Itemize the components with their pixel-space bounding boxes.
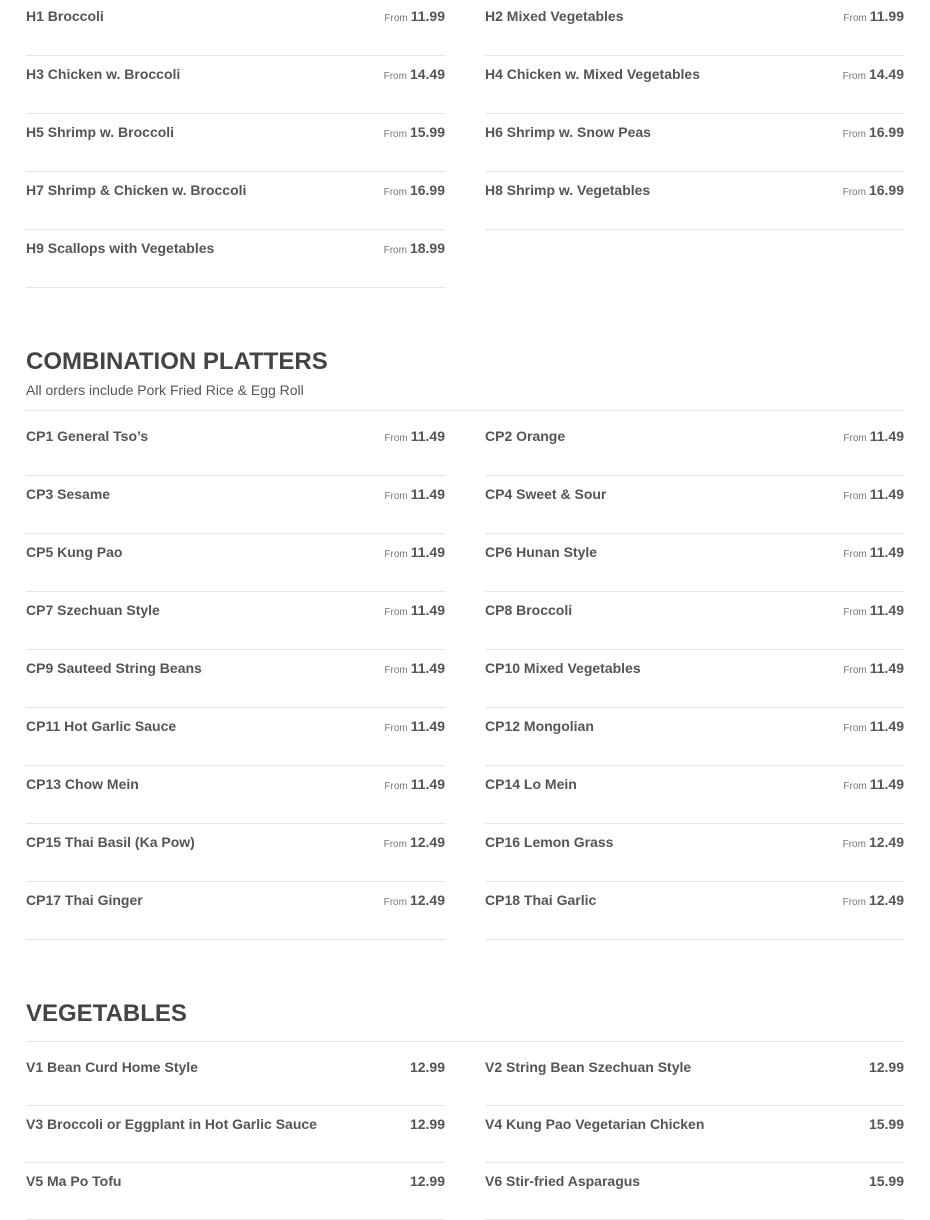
- from-label: From: [383, 245, 407, 256]
- item-price: 11.49: [410, 776, 445, 792]
- from-label: From: [384, 13, 408, 24]
- from-label: From: [383, 839, 407, 850]
- item-name: H2 Mixed Vegetables: [485, 8, 624, 24]
- item-name: CP15 Thai Basil (Ka Pow): [26, 834, 195, 850]
- from-label: From: [843, 607, 867, 618]
- item-price: 11.49: [869, 486, 904, 502]
- item-price: 11.49: [410, 544, 445, 560]
- item-name: H8 Shrimp w. Vegetables: [485, 182, 651, 198]
- item-name: CP16 Lemon Grass: [485, 834, 614, 850]
- item-name: CP2 Orange: [485, 428, 566, 444]
- item-price: 12.99: [868, 1059, 904, 1075]
- menu-item[interactable]: [26, 230, 445, 288]
- item-name: CP1 General Tso’s: [26, 428, 149, 444]
- menu-item[interactable]: [485, 1163, 904, 1220]
- item-price: 16.99: [409, 182, 445, 198]
- from-label: From: [384, 723, 408, 734]
- from-label: From: [384, 433, 408, 444]
- item-price: 11.49: [869, 660, 904, 676]
- from-label: From: [383, 187, 407, 198]
- from-label: From: [843, 13, 867, 24]
- item-price: 15.99: [868, 1173, 904, 1189]
- item-price: 16.99: [868, 124, 904, 140]
- menu-item[interactable]: [26, 592, 445, 650]
- from-label: From: [842, 129, 866, 140]
- menu-item[interactable]: [485, 882, 904, 940]
- menu-item[interactable]: [26, 650, 445, 708]
- from-label: From: [842, 187, 866, 198]
- item-price: 11.99: [869, 8, 904, 24]
- item-name: CP10 Mixed Vegetables: [485, 660, 641, 676]
- item-name: V6 Stir-fried Asparagus: [485, 1173, 641, 1189]
- menu-grid-h: [26, 0, 904, 288]
- menu-item[interactable]: [26, 172, 445, 230]
- item-name: H9 Scallops with Vegetables: [26, 240, 215, 256]
- item-price: 11.49: [410, 660, 445, 676]
- item-price: 11.49: [869, 544, 904, 560]
- item-price: 12.99: [409, 1059, 445, 1075]
- item-price: 12.99: [409, 1173, 445, 1189]
- from-label: From: [384, 607, 408, 618]
- item-price: 12.49: [868, 892, 904, 908]
- item-price: 11.49: [869, 776, 904, 792]
- from-label: From: [383, 71, 407, 82]
- item-name: CP18 Thai Garlic: [485, 892, 597, 908]
- item-price: 12.99: [409, 1116, 445, 1132]
- section-combination-platters: [26, 348, 904, 411]
- section-title: VEGETABLES: [26, 1000, 187, 1027]
- from-label: From: [842, 71, 866, 82]
- item-price: 15.99: [409, 124, 445, 140]
- item-name: CP9 Sauteed String Beans: [26, 660, 202, 676]
- item-price: 18.99: [409, 240, 445, 256]
- menu-item[interactable]: [26, 534, 445, 592]
- item-name: CP12 Mongolian: [485, 718, 594, 734]
- item-name: CP13 Chow Mein: [26, 776, 139, 792]
- menu-item[interactable]: [26, 882, 445, 940]
- item-name: H4 Chicken w. Mixed Vegetables: [485, 66, 701, 82]
- menu-item[interactable]: [26, 0, 445, 56]
- section-divider: [26, 1041, 904, 1042]
- menu-item[interactable]: [485, 534, 904, 592]
- from-label: From: [843, 665, 867, 676]
- item-name: V3 Broccoli or Eggplant in Hot Garlic Sauce: [26, 1116, 317, 1132]
- item-price: 12.49: [409, 892, 445, 908]
- from-label: From: [843, 723, 867, 734]
- from-label: From: [383, 897, 407, 908]
- menu-item[interactable]: [485, 476, 904, 534]
- section-divider: [26, 410, 904, 411]
- from-label: From: [843, 433, 867, 444]
- item-name: CP11 Hot Garlic Sauce: [26, 718, 177, 734]
- section-vegetables: [26, 1000, 904, 1042]
- item-name: H3 Chicken w. Broccoli: [26, 66, 181, 82]
- menu-item[interactable]: [26, 1163, 445, 1220]
- menu-item[interactable]: [26, 418, 445, 476]
- item-name: CP4 Sweet & Sour: [485, 486, 607, 502]
- menu-item[interactable]: [26, 1049, 445, 1106]
- menu-item[interactable]: [485, 1106, 904, 1163]
- item-price: 16.99: [868, 182, 904, 198]
- from-label: From: [842, 839, 866, 850]
- menu-item[interactable]: [26, 708, 445, 766]
- item-name: H5 Shrimp w. Broccoli: [26, 124, 175, 140]
- from-label: From: [843, 781, 867, 792]
- menu-item[interactable]: [485, 824, 904, 882]
- item-price: 14.49: [409, 66, 445, 82]
- menu-grid-cp: [26, 418, 904, 940]
- item-price: 11.49: [869, 428, 904, 444]
- item-name: H7 Shrimp & Chicken w. Broccoli: [26, 182, 247, 198]
- item-name: V2 String Bean Szechuan Style: [485, 1059, 692, 1075]
- item-name: CP3 Sesame: [26, 486, 111, 502]
- item-price: 15.99: [868, 1116, 904, 1132]
- from-label: From: [384, 665, 408, 676]
- item-price: 11.49: [410, 718, 445, 734]
- from-label: From: [384, 549, 408, 560]
- item-name: CP17 Thai Ginger: [26, 892, 143, 908]
- menu-item[interactable]: [485, 0, 904, 56]
- item-name: CP5 Kung Pao: [26, 544, 123, 560]
- item-price: 11.49: [410, 486, 445, 502]
- menu-item[interactable]: [485, 114, 904, 172]
- item-price: 11.49: [869, 718, 904, 734]
- from-label: From: [843, 491, 867, 502]
- menu-item[interactable]: [26, 824, 445, 882]
- from-label: From: [384, 781, 408, 792]
- menu-grid-v: [26, 1049, 904, 1220]
- from-label: From: [384, 491, 408, 502]
- section-description: All orders include Pork Fried Rice & Egg Roll: [26, 382, 304, 398]
- menu-item[interactable]: [26, 56, 445, 114]
- item-name: CP14 Lo Mein: [485, 776, 577, 792]
- menu-item[interactable]: [26, 766, 445, 824]
- menu-item[interactable]: [26, 114, 445, 172]
- section-title: COMBINATION PLATTERS: [26, 348, 328, 375]
- item-name: H6 Shrimp w. Snow Peas: [485, 124, 651, 140]
- menu-item[interactable]: [485, 56, 904, 114]
- item-price: 11.49: [410, 602, 445, 618]
- item-name: V5 Ma Po Tofu: [26, 1173, 122, 1189]
- item-price: 14.49: [868, 66, 904, 82]
- item-name: H1 Broccoli: [26, 8, 104, 24]
- item-price: 11.99: [410, 8, 445, 24]
- menu-item[interactable]: [26, 1106, 445, 1163]
- from-label: From: [843, 549, 867, 560]
- menu-item[interactable]: [485, 1049, 904, 1106]
- item-price: 11.49: [869, 602, 904, 618]
- item-price: 11.49: [410, 428, 445, 444]
- item-name: V1 Bean Curd Home Style: [26, 1059, 198, 1075]
- item-price: 12.49: [868, 834, 904, 850]
- menu-item[interactable]: [485, 650, 904, 708]
- menu-item[interactable]: [26, 476, 445, 534]
- item-name: CP7 Szechuan Style: [26, 602, 160, 618]
- menu-item[interactable]: [485, 172, 904, 230]
- from-label: From: [383, 129, 407, 140]
- item-name: CP8 Broccoli: [485, 602, 573, 618]
- menu-item[interactable]: [485, 766, 904, 824]
- item-price: 12.49: [409, 834, 445, 850]
- item-name: CP6 Hunan Style: [485, 544, 598, 560]
- menu-item[interactable]: [485, 418, 904, 476]
- from-label: From: [842, 897, 866, 908]
- menu-item[interactable]: [485, 592, 904, 650]
- menu-item[interactable]: [485, 708, 904, 766]
- item-name: V4 Kung Pao Vegetarian Chicken: [485, 1116, 705, 1132]
